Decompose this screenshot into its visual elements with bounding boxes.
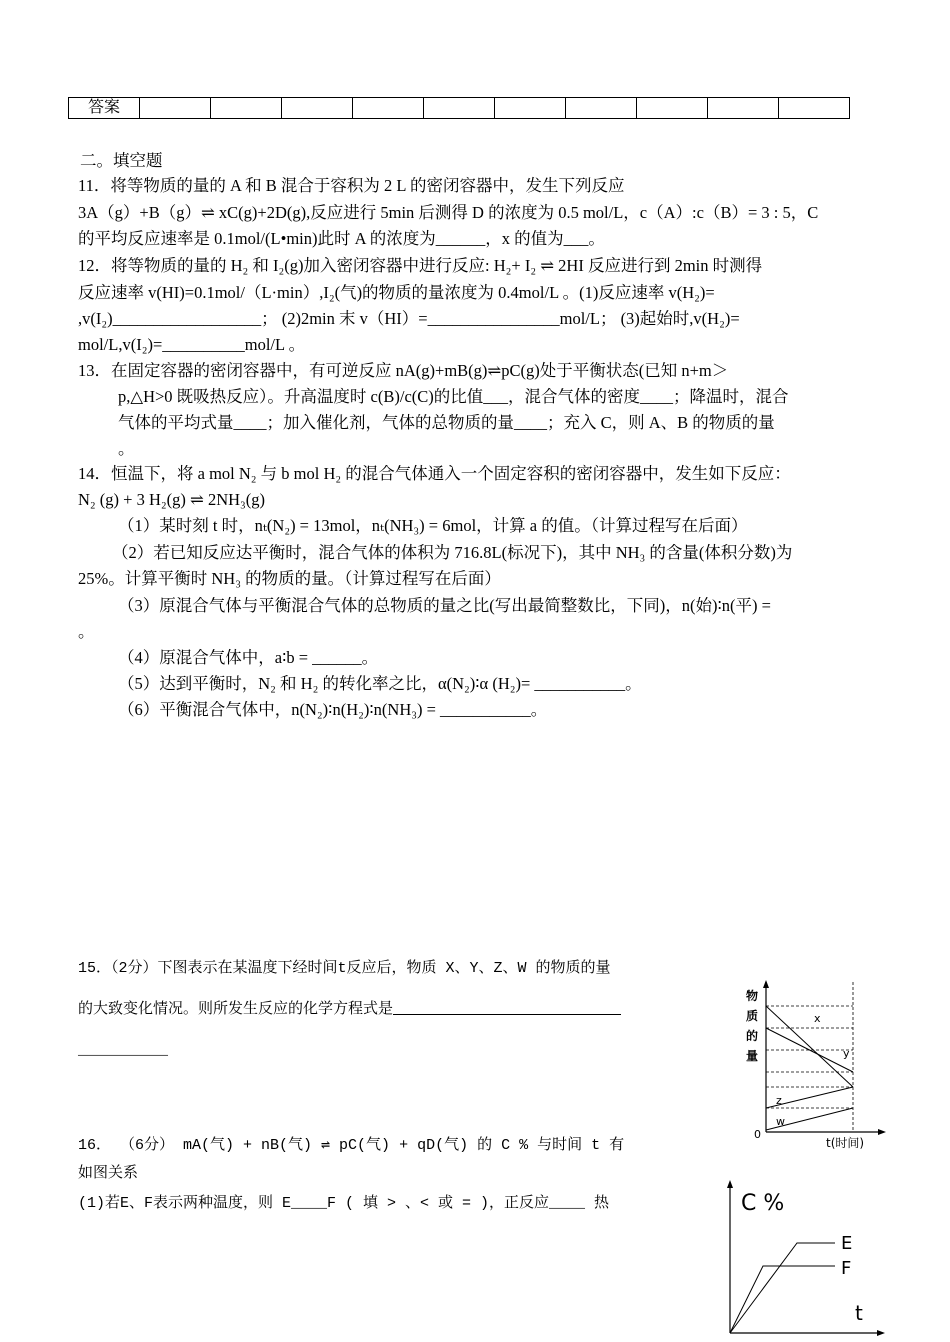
section-title: 二。填空题 [80, 151, 163, 170]
q16-graph [715, 1178, 890, 1340]
q11-line2: 3A（g）+B（g）⇌ xC(g)+2D(g),反应进行 5min 后测得 D 的浓度为 0.5 mol/L，c（A）:c（B）= 3 : 5，C [78, 203, 819, 222]
answer-cell[interactable] [211, 98, 282, 119]
q13-line2: p,△H>0 既吸热反应）。升高温度时 c(B)/c(C)的比值___，混合气体的密度____；降温时，混合 [118, 387, 789, 406]
answer-table-header: 答案 [69, 98, 140, 119]
q15-y-arrow-icon [763, 980, 769, 988]
q15-xlabel: t(时间) [826, 1136, 865, 1150]
q16-y-arrow-icon [727, 1180, 733, 1188]
q15-line1: 15．（2分）下图表示在某温度下经时间t反应后，物质 X、Y、Z、W 的物质的量 [78, 960, 611, 977]
q13-line3: 气体的平均式量____；加入催化剂，气体的总物质的量____；充入 C，则 A、B 的物质的量 [118, 413, 775, 432]
q16-line2: 如图关系 [78, 1165, 139, 1182]
q15-line2 [78, 998, 621, 1021]
q11-line3: 的平均反应速率是 0.1mol/(L•min)此时 A 的浓度为______，x 的值为___。 [78, 229, 605, 248]
q15-graph [738, 980, 888, 1150]
q11-line1: 11．将等物质的量的 A 和 B 混合于容积为 2 L 的密闭容器中，发生下列反应 [78, 176, 625, 195]
answer-cell[interactable] [495, 98, 566, 119]
answer-cell[interactable] [566, 98, 637, 119]
q15-line2-text: 的大致变化情况。则所发生反应的化学方程式是 [78, 1001, 394, 1018]
q15-origin-label: 0 [754, 1128, 761, 1141]
q15-x-arrow-icon [878, 1129, 886, 1135]
answer-cell[interactable] [779, 98, 850, 119]
q16-xlabel: t [855, 1301, 863, 1325]
q12-line1: 12．将等物质的量的 H₂ 和 I₂(g)加入密闭容器中进行反应: H₂+ I₂ ⇌ 2HI 反应进行到 2min 时测得 [78, 256, 763, 275]
q14-line6: （3）原混合气体与平衡混合气体的总物质的量之比(写出最简整数比，下同)，n(始)∶n(平) = [118, 596, 771, 615]
q15-line3: __________ [78, 1042, 169, 1059]
q15-label-z: z [776, 1094, 782, 1107]
answer-cell[interactable] [353, 98, 424, 119]
q14-line8: （4）原混合气体中，a∶b = ______。 [118, 648, 379, 667]
q14-line9: （5）达到平衡时，N₂ 和 H₂ 的转化率之比，α(N₂)∶α (H₂)= ___________。 [118, 674, 642, 693]
q14-line1: 14．恒温下，将 a mol N₂ 与 b mol H₂ 的混合气体通入一个固定容积的密闭容器中，发生如下反应： [78, 464, 791, 483]
q15-ylabel-3: 的 [746, 1029, 759, 1043]
q12-line2: 反应速率 v(HI)=0.1mol/（L·min）,I₂(气)的物质的量浓度为 0.4mol/L 。(1)反应速率 v(H₂)= [78, 283, 715, 302]
q13-line1: 13．在固定容器的密闭容器中，有可逆反应 nA(g)+mB(g)⇌pC(g)处于平衡状态(已知 n+m＞ [78, 361, 729, 380]
q15-label-y: y [843, 1047, 850, 1060]
q16-label-e: E [841, 1233, 853, 1254]
q16-curve-e [730, 1243, 835, 1333]
q12-line4: mol/L,v(I₂)=__________mol/L 。 [78, 335, 306, 354]
q16-ylabel: C % [741, 1191, 785, 1216]
q16-line1: 16． （6分） mA(气) + nB(气) ⇌ pC(气) + qD(气) 的 C % 与时间 t 有 [78, 1137, 625, 1154]
answer-table [68, 97, 850, 119]
q15-curve-x [766, 1006, 853, 1087]
answer-cell[interactable] [424, 98, 495, 119]
q16-x-arrow-icon [877, 1330, 885, 1336]
q16-label-f: F [841, 1258, 852, 1279]
q14-line7: 。 [78, 622, 95, 641]
q15-label-x: x [814, 1012, 821, 1025]
q15-ylabel-1: 物 [746, 989, 759, 1003]
q15-answer-blank[interactable] [393, 998, 621, 1015]
answer-cell[interactable] [708, 98, 779, 119]
q14-line10: （6）平衡混合气体中，n(N₂)∶n(H₂)∶n(NH₃) = ___________。 [118, 700, 548, 719]
q15-ylabel-2: 质 [746, 1009, 759, 1023]
q16-line3: (1)若E、F表示两种温度，则 E____F ( 填 > 、< 或 = )，正反应____ 热 [78, 1195, 610, 1212]
q14-line3: （1）某时刻 t 时，nₜ(N₂) = 13mol，nₜ(NH₃) = 6mol，计算 a 的值。（计算过程写在后面） [118, 516, 748, 535]
q14-line2: N₂ (g) + 3 H₂(g) ⇌ 2NH₃(g) [78, 490, 266, 509]
answer-cell[interactable] [282, 98, 353, 119]
q12-line3: ,v(I₂)__________________； (2)2min 末 v（HI）=________________mol/L； (3)起始时,v(H₂)= [78, 309, 740, 328]
q15-ylabel-4: 量 [746, 1049, 759, 1063]
q15-label-w: w [776, 1115, 785, 1128]
q15-curve-y [766, 1028, 853, 1072]
answer-cell[interactable] [140, 98, 211, 119]
q15-gridlines [766, 982, 853, 1132]
q14-line5: 25%。计算平衡时 NH₃ 的物质的量。（计算过程写在后面） [78, 569, 501, 588]
q13-line4: 。 [118, 439, 135, 458]
q16-curve-f [730, 1266, 835, 1333]
q14-line4: （2）若已知反应达平衡时，混合气体的体积为 716.8L(标况下)，其中 NH₃ 的含量(体积分数)为 [112, 543, 793, 562]
answer-cell[interactable] [637, 98, 708, 119]
